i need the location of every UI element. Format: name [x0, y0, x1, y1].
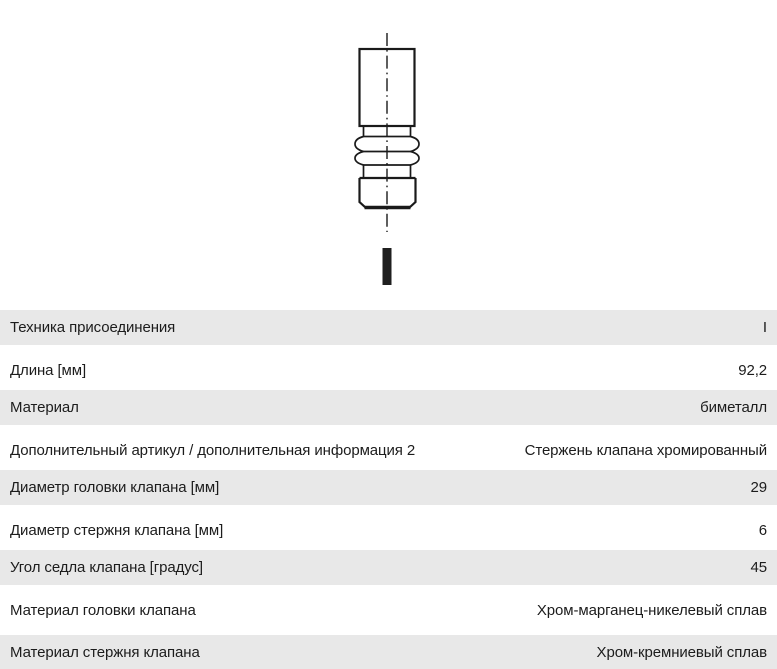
spec-value: 92,2 — [738, 361, 767, 379]
spec-label: Угол седла клапана [градус] — [10, 559, 203, 576]
spec-value: 6 — [758, 521, 767, 539]
spec-row — [0, 350, 777, 390]
spec-label: Материал головки клапана — [10, 601, 196, 619]
spec-row — [0, 430, 777, 470]
spec-row — [0, 310, 777, 350]
spec-row — [0, 590, 777, 630]
spec-row — [0, 510, 777, 550]
spec-label: Материал стержня клапана — [10, 644, 200, 661]
valve-drawing — [0, 0, 777, 310]
spec-value: Стержень клапана хромированный — [524, 441, 767, 459]
spec-value: Хром-марганец-никелевый сплав — [536, 601, 767, 619]
spec-value: I — [762, 319, 767, 336]
spec-row — [0, 390, 777, 430]
spec-label: Техника присоединения — [10, 319, 176, 336]
spec-label: Дополнительный артикул / дополнительная информация 2 — [10, 441, 416, 459]
spec-value: 45 — [750, 559, 767, 576]
spec-row — [0, 550, 777, 590]
valve-stem-thumbnail — [383, 248, 392, 285]
spec-label: Материал — [10, 399, 79, 416]
spec-row — [0, 630, 777, 669]
spec-row — [0, 470, 777, 510]
spec-table — [0, 310, 777, 669]
spec-label: Диаметр головки клапана [мм] — [10, 479, 220, 496]
spec-label: Диаметр стержня клапана [мм] — [10, 521, 224, 539]
valve-drawing-area — [0, 0, 777, 310]
spec-label: Длина [мм] — [10, 361, 87, 379]
spec-value: Хром-кремниевый сплав — [596, 644, 767, 661]
spec-value: 29 — [750, 479, 767, 496]
spec-value: биметалл — [700, 399, 767, 416]
